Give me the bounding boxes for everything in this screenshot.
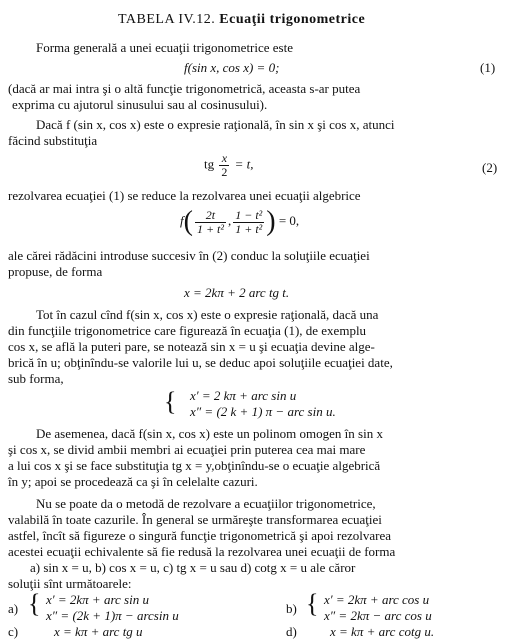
left-brace-icon: { — [306, 589, 319, 618]
paragraph-method-line1: Nu se poate da o metodă de rezolvare a ecuaţiilor trigonometrice, — [36, 496, 376, 511]
right-paren-icon: ) — [266, 206, 276, 237]
equation-2-number: (2) — [482, 160, 498, 175]
paragraph-roots-line2: propuse, de forma — [8, 264, 103, 279]
solution-b-line1 — [324, 592, 429, 608]
solution-b-line1-text: x′ = 2kπ + arc cos u — [324, 592, 430, 607]
solution-a-line1-text: x′ = 2kπ + arc sin u — [46, 592, 149, 607]
paragraph-method-line5: a) sin x = u, b) cos x = u, c) tg x = u sau d) cotg x = u ale căror — [30, 560, 356, 575]
equation-2 — [204, 152, 254, 179]
equation-5-line2-text: x″ = (2 k + 1) π − arc sin u. — [190, 404, 336, 419]
equation-3: f( $\frac{2t}{\text{1 + t²}}$ , $\frac{\text{1 − t²}}{\text{1 + t²}}$ ) = 0, — [180, 206, 300, 237]
equation-2-numerator: x — [219, 152, 229, 166]
paragraph-method-line3: astfel, încît să figureze o singură funcţie trigonometrică şi apoi rezolvarea — [8, 528, 391, 543]
equation-3-numerator-1: 2t — [195, 209, 226, 223]
paragraph-roots-line1: ale cărei rădăcini introduse succesiv în (2) conduc la soluţiile ecuaţiei — [8, 248, 370, 263]
equation-3-f: f — [180, 212, 184, 228]
paragraph-homogeneous-line4: în y; apoi se procedează ca şi în celelalte cazuri. — [8, 474, 258, 489]
equation-5-line2 — [190, 404, 336, 420]
paragraph-homogeneous-line1: De asemenea, dacă f(sin x, cos x) este un polinom omogen în sin x — [36, 426, 383, 441]
equation-3-rhs: = 0, — [278, 212, 300, 228]
left-brace-icon: { — [28, 589, 41, 618]
equation-3-fraction-2 — [233, 209, 264, 236]
paragraph-even-line1: Tot în cazul cînd f(sin x, cos x) este o expresie raţională, dacă una — [36, 307, 379, 322]
equation-2-fraction — [219, 152, 229, 179]
solution-b-line2 — [324, 608, 432, 624]
left-brace-icon: { — [164, 387, 177, 416]
title-prefix: TABELA IV.12. — [118, 12, 216, 27]
paragraph-intro: Forma generală a unei ecuaţii trigonometrice este — [36, 40, 293, 55]
solution-c-text: x = kπ + arc tg u — [54, 624, 143, 639]
paragraph-method-line2: valabilă în toate cazurile. În general se urmăreşte transformarea ecuaţiei — [8, 512, 382, 527]
equation-5-line1 — [190, 388, 296, 404]
solution-a-line2-text: x″ = (2k + 1)π − arcsin u — [46, 608, 179, 623]
equation-1-text: f(sin x, cos x) = 0; — [184, 60, 280, 75]
paragraph-even-line5: sub forma, — [8, 371, 64, 386]
equation-2-rhs: = t, — [234, 156, 254, 172]
paragraph-even-line2: din funcţiile trigonometrice care figurează în ecuaţia (1), de exemplu — [8, 323, 367, 338]
solution-c-line — [54, 624, 143, 640]
left-paren-icon: ( — [183, 206, 193, 237]
solution-a-line2 — [46, 608, 179, 624]
paragraph-note-line1: (dacă ar mai intra şi o altă funcţie trigonometrică, aceasta s-ar putea — [8, 81, 361, 96]
paragraph-even-line3: cos x, se află la puteri pare, se notează sin x = u şi ecuaţia devine alge- — [8, 339, 375, 354]
solution-d-label: d) — [286, 624, 297, 639]
equation-5-line1-text: x′ = 2 kπ + arc sin u — [190, 388, 297, 403]
paragraph-homogeneous-line3: a lui cos x şi se face substituţia tg x = y,obţinîndu-se o ecuaţie algebrică — [8, 458, 381, 473]
equation-1-number: (1) — [480, 60, 496, 75]
paragraph-rational-line1: Dacă f (sin x, cos x) este o expresie raţională, în sin x şi cos x, atunci — [36, 117, 395, 132]
solution-a-line1 — [46, 592, 149, 608]
equation-2-denominator: 2 — [221, 165, 228, 179]
paragraph-even-line4: brică în u; obţinîndu-se valorile lui u, se deduc apoi soluţiile ecuaţiei date, — [8, 355, 393, 370]
paragraph-method-line6: soluţii sînt următoarele: — [8, 576, 132, 591]
solution-b-line2-text: x″ = 2kπ − arc cos u — [324, 608, 432, 623]
equation-4 — [184, 285, 289, 301]
solution-b-label: b) — [286, 601, 297, 616]
solution-d-line — [330, 624, 434, 640]
solution-d-text: x = kπ + arc cotg u. — [330, 624, 435, 639]
paragraph-reduce: rezolvarea ecuaţiei (1) se reduce la rezolvarea unei ecuaţii algebrice — [8, 188, 361, 203]
equation-3-fraction-1 — [195, 209, 226, 236]
paragraph-note-line2: exprima cu ajutorul sinusului sau al cosinusului). — [12, 97, 268, 112]
equation-2-lhs: tg — [204, 156, 215, 172]
solution-c-label: c) — [8, 624, 19, 639]
solution-a-label: a) — [8, 601, 19, 616]
equation-3-denominator-1: 1 + t² — [196, 221, 224, 236]
equation-3-denominator-2: 1 + t² — [235, 221, 263, 236]
paragraph-rational-line2: făcind substituţia — [8, 133, 98, 148]
paragraph-homogeneous-line2: şi cos x, se divid ambii membri ai ecuaţiei prin puterea cea mai mare — [8, 442, 366, 457]
equation-4-text: x = 2kπ + 2 arc tg t. — [184, 285, 290, 300]
equation-3-numerator-2: 1 − t² — [235, 207, 263, 222]
equation-1 — [184, 60, 279, 76]
paragraph-method-line4: acestei ecuaţii echivalente să fie redusă la rezolvarea unei ecuaţii de forma — [8, 544, 396, 559]
table-title — [118, 12, 365, 28]
title-bold: Ecuaţii trigonometrice — [219, 12, 366, 27]
